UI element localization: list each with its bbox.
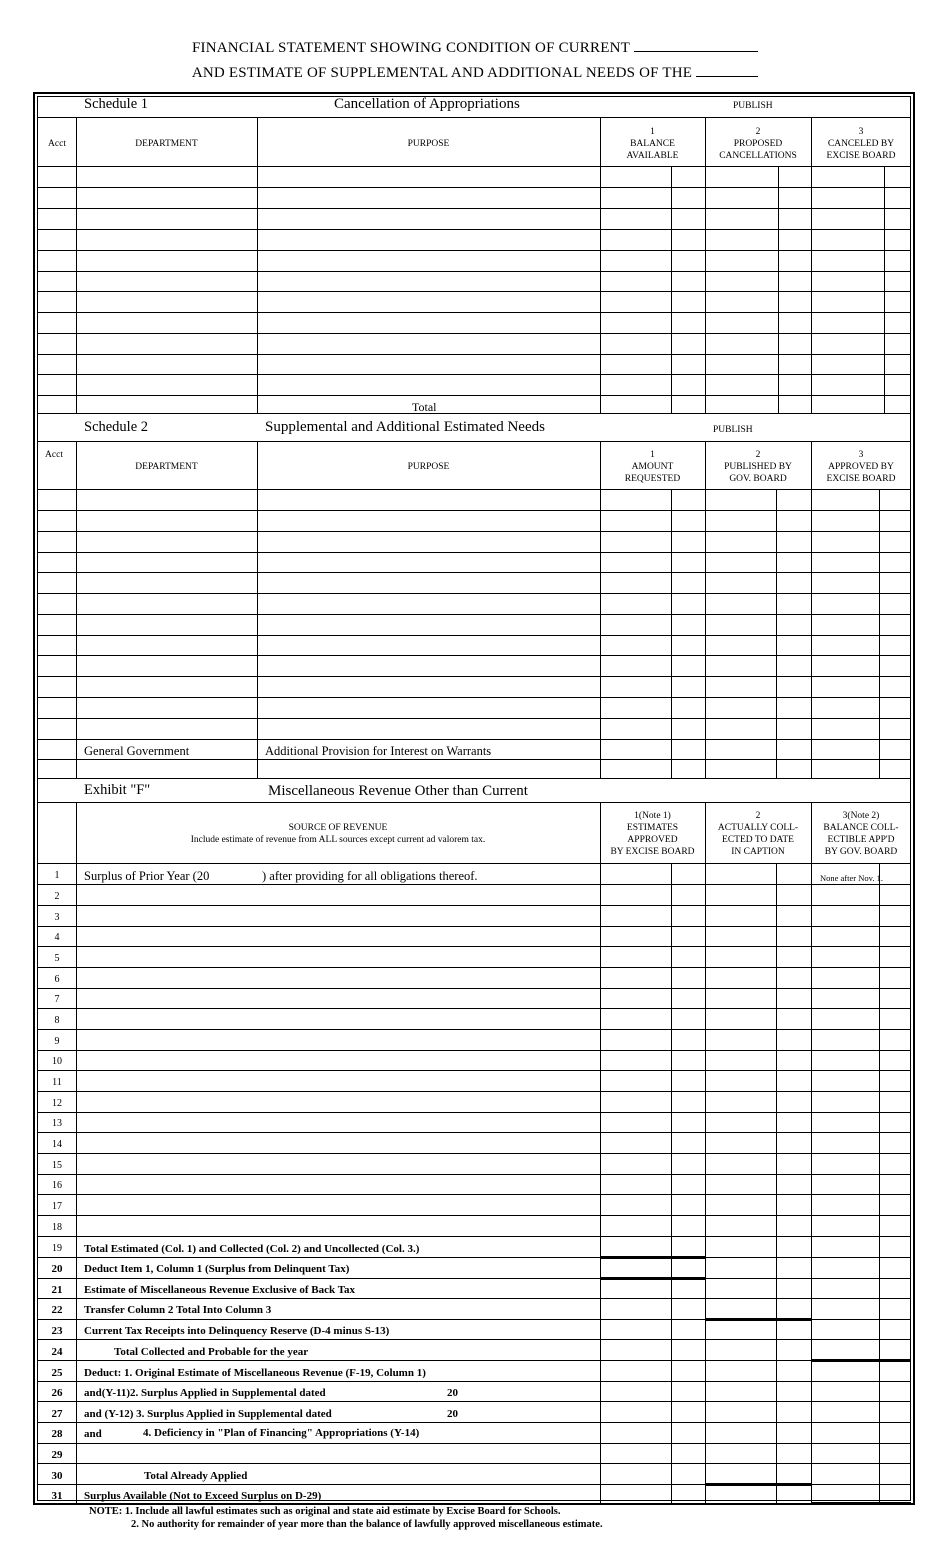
footnote-2: 2. No authority for remainder of year more than the balance of lawfully approved miscellaneous estimate. bbox=[131, 1519, 603, 1530]
schedule1-col1-l1: BALANCE bbox=[630, 139, 675, 149]
schedule1-row-rule bbox=[38, 229, 911, 230]
schedule1-col2-l1: PROPOSED bbox=[733, 139, 783, 149]
exhibitf-col3-l4: BY GOV. BOARD bbox=[824, 847, 898, 857]
schedule1-col2-num: 2 bbox=[755, 127, 761, 137]
schedule1-cents-rule bbox=[884, 166, 885, 413]
schedule1-col1-l2: AVAILABLE bbox=[626, 151, 679, 161]
schedule2-row-rule bbox=[38, 531, 911, 532]
exhibitf-row-rule bbox=[38, 926, 911, 927]
schedule1-column-rule bbox=[600, 117, 601, 413]
schedule1-publish: PUBLISH bbox=[733, 101, 773, 111]
exhibitf-column-rule bbox=[600, 802, 601, 1504]
exhibitf-row-number: 28 bbox=[51, 1428, 63, 1440]
schedule1-title: Cancellation of Appropriations bbox=[334, 96, 520, 112]
schedule2-col-purpose: PURPOSE bbox=[407, 462, 450, 472]
header-line-2-text: AND ESTIMATE OF SUPPLEMENTAL AND ADDITIONAL NEEDS OF THE bbox=[191, 65, 693, 81]
schedule1-col3-l2: EXCISE BOARD bbox=[826, 151, 896, 161]
exhibitf-col1-total-rule bbox=[600, 1256, 705, 1259]
exhibitf-row-rule bbox=[38, 1070, 911, 1071]
schedule2-col2-header bbox=[705, 449, 811, 485]
exhibitf-row-number: 11 bbox=[52, 1077, 62, 1088]
exhibitf-col2-total-rule bbox=[705, 1318, 811, 1321]
schedule2-col3-l1: APPROVED BY bbox=[828, 462, 894, 472]
exhibitf-col1-header bbox=[600, 810, 705, 858]
exhibitf-row-number: 12 bbox=[52, 1098, 62, 1109]
exhibitf-row-rule bbox=[38, 1422, 911, 1423]
schedule1-row-rule bbox=[38, 250, 911, 251]
schedule2-row-rule bbox=[38, 593, 911, 594]
schedule2-row-rule bbox=[38, 635, 911, 636]
exhibitf-column-rule bbox=[705, 802, 706, 1504]
exhibitf-row-number: 27 bbox=[51, 1408, 63, 1420]
exhibitf-row-number: 23 bbox=[51, 1325, 63, 1337]
exhibitf-row-rule bbox=[38, 1194, 911, 1195]
exhibitf-col2-l2: ACTUALLY COLL- bbox=[717, 823, 799, 833]
exhibitf-row-rule bbox=[38, 1050, 911, 1051]
exhibitf-row-rule bbox=[38, 988, 911, 989]
schedule2-col2-num: 2 bbox=[755, 450, 761, 460]
header-blank-1[interactable] bbox=[634, 37, 758, 52]
schedule2-row-rule bbox=[38, 759, 911, 760]
schedule2-row-rule bbox=[38, 552, 911, 553]
schedule1-column-rule bbox=[811, 117, 812, 413]
schedule1-title-rule bbox=[38, 117, 911, 118]
exhibitf-row-number: 3 bbox=[54, 912, 60, 923]
schedule2-col2-l1: PUBLISHED BY bbox=[724, 462, 792, 472]
exhibitf-row-number: 10 bbox=[52, 1056, 62, 1067]
schedule1-label: Schedule 1 bbox=[84, 96, 149, 112]
exhibitf-row-number: 19 bbox=[52, 1243, 62, 1254]
exhibitf-row-number: 16 bbox=[52, 1180, 62, 1191]
exhibitf-row-number: 4 bbox=[54, 932, 60, 943]
schedule1-end-rule bbox=[38, 413, 911, 414]
schedule1-cents-rule bbox=[778, 166, 779, 413]
exhibitf-row27-text: and (Y-12) 3. Surplus Applied in Supplemental dated bbox=[84, 1408, 332, 1420]
schedule2-col3-header bbox=[811, 449, 911, 485]
exhibitf-row27-year: 20 bbox=[447, 1408, 458, 1420]
exhibitf-row-number: 30 bbox=[51, 1470, 63, 1482]
exhibitf-col2-applied-rule bbox=[705, 1483, 811, 1486]
schedule1-col1-header bbox=[600, 126, 705, 162]
exhibitf-col3-l3: ECTIBLE APP'D bbox=[827, 835, 895, 845]
exhibitf-row-number: 8 bbox=[54, 1015, 60, 1026]
schedule2-cents-rule bbox=[776, 489, 777, 778]
exhibitf-row20-text: Deduct Item 1, Column 1 (Surplus from Delinquent Tax) bbox=[84, 1263, 350, 1275]
schedule1-column-rule bbox=[705, 117, 706, 413]
header-line-1-text: FINANCIAL STATEMENT SHOWING CONDITION OF CURRENT bbox=[192, 40, 630, 56]
exhibitf-row-rule bbox=[38, 1463, 911, 1464]
exhibitf-row-number: 31 bbox=[51, 1490, 63, 1502]
schedule2-column-rule bbox=[600, 441, 601, 778]
schedule2-col1-l1: AMOUNT bbox=[631, 462, 674, 472]
exhibitf-col2-l1: 2 bbox=[755, 811, 761, 821]
schedule2-row-rule bbox=[38, 697, 911, 698]
exhibitf-row-number: 17 bbox=[52, 1201, 62, 1212]
schedule2-row-purpose: Additional Provision for Interest on Warrants bbox=[265, 744, 492, 758]
exhibitf-row-rule bbox=[38, 905, 911, 906]
schedule1-col-acct: Acct bbox=[48, 139, 66, 149]
exhibitf-row-number: 1 bbox=[54, 870, 60, 881]
schedule2-row-department: General Government bbox=[84, 744, 190, 758]
exhibitf-row-rule bbox=[38, 1278, 911, 1279]
exhibitf-row-rule bbox=[38, 1381, 911, 1382]
exhibitf-col2-l4: IN CAPTION bbox=[731, 847, 785, 857]
exhibitf-row23-text: Current Tax Receipts into Delinquency Reserve (D-4 minus S-13) bbox=[84, 1325, 390, 1337]
schedule2-publish: PUBLISH bbox=[713, 425, 753, 435]
exhibitf-row-rule bbox=[38, 1236, 911, 1237]
exhibitf-row-rule bbox=[38, 1443, 911, 1444]
schedule1-col3-header bbox=[811, 126, 911, 162]
exhibitf-row-rule bbox=[38, 1153, 911, 1154]
exhibitf-row-rule bbox=[38, 1257, 911, 1258]
exhibitf-col3-final-rule bbox=[811, 1502, 911, 1505]
schedule1-col3-l1: CANCELED BY bbox=[827, 139, 895, 149]
exhibitf-row-rule bbox=[38, 1360, 911, 1361]
schedule2-title-rule bbox=[38, 441, 911, 442]
schedule2-col-department: DEPARTMENT bbox=[135, 462, 198, 472]
exhibitf-col1-l1: 1(Note 1) bbox=[634, 811, 671, 821]
schedule2-label: Schedule 2 bbox=[84, 419, 149, 435]
exhibitf-row-number: 7 bbox=[54, 994, 60, 1005]
schedule1-col1-num: 1 bbox=[650, 127, 655, 137]
schedule2-end-rule bbox=[38, 778, 911, 779]
schedule2-col1-num: 1 bbox=[650, 450, 655, 460]
exhibitf-number-column-rule bbox=[76, 802, 77, 1504]
exhibitf-row24-text: Total Collected and Probable for the year bbox=[114, 1346, 309, 1358]
exhibitf-source-title: SOURCE OF REVENUE bbox=[288, 823, 388, 833]
exhibitf-row-number: 9 bbox=[54, 1036, 60, 1047]
exhibitf-row-rule bbox=[38, 1132, 911, 1133]
exhibitf-cents-rule bbox=[879, 863, 880, 1504]
exhibitf-row26-year: 20 bbox=[447, 1387, 458, 1399]
schedule1-row-rule bbox=[38, 333, 911, 334]
exhibitf-row-number: 25 bbox=[51, 1367, 63, 1379]
exhibitf-row-rule bbox=[38, 1339, 911, 1340]
schedule1-row-rule bbox=[38, 271, 911, 272]
exhibitf-row-number: 20 bbox=[51, 1263, 63, 1275]
schedule1-column-rule bbox=[257, 117, 258, 413]
schedule1-row-rule bbox=[38, 354, 911, 355]
exhibitf-source-header bbox=[76, 822, 600, 846]
schedule2-cents-rule bbox=[671, 489, 672, 778]
exhibitf-col1-l3: APPROVED bbox=[627, 835, 678, 845]
exhibitf-col3-header bbox=[811, 810, 911, 858]
exhibitf-row-number: 29 bbox=[51, 1449, 63, 1461]
schedule2-row-rule bbox=[38, 510, 911, 511]
exhibitf-row25-text: Deduct: 1. Original Estimate of Miscellaneous Revenue (F-19, Column 1) bbox=[84, 1367, 426, 1379]
exhibitf-col3-l1: 3(Note 2) bbox=[842, 811, 880, 821]
exhibitf-row19-text: Total Estimated (Col. 1) and Collected (Col. 2) and Uncollected (Col. 3.) bbox=[84, 1243, 420, 1255]
schedule2-cents-rule bbox=[879, 489, 880, 778]
exhibitf-row-number: 14 bbox=[52, 1139, 62, 1150]
exhibitf-row-rule bbox=[38, 884, 911, 885]
exhibitf-header-rule bbox=[38, 863, 911, 864]
exhibitf-row-number: 26 bbox=[51, 1387, 63, 1399]
exhibitf-col3-total-rule bbox=[811, 1359, 911, 1362]
exhibitf-row-number: 5 bbox=[54, 953, 60, 964]
schedule1-col2-l2: CANCELLATIONS bbox=[719, 151, 797, 161]
exhibitf-row30-text: Total Already Applied bbox=[144, 1470, 248, 1482]
header-line-2 bbox=[0, 62, 950, 82]
schedule1-row-rule bbox=[38, 395, 911, 396]
exhibitf-row-rule bbox=[38, 1029, 911, 1030]
schedule2-title: Supplemental and Additional Estimated Needs bbox=[265, 419, 545, 435]
schedule2-row-rule bbox=[38, 718, 911, 719]
exhibitf-row-number: 21 bbox=[51, 1284, 63, 1296]
schedule2-row-rule bbox=[38, 655, 911, 656]
schedule2-col-acct: Acct bbox=[45, 450, 63, 460]
exhibitf-col3-l2: BALANCE COLL- bbox=[823, 823, 899, 833]
schedule1-row-rule bbox=[38, 187, 911, 188]
exhibitf-row-rule bbox=[38, 1401, 911, 1402]
exhibitf-label: Exhibit "F" bbox=[84, 782, 151, 798]
schedule1-col2-header bbox=[705, 126, 811, 162]
schedule2-col2-l2: GOV. BOARD bbox=[729, 474, 787, 484]
exhibitf-row-rule bbox=[38, 946, 911, 947]
exhibitf-title-rule bbox=[38, 802, 911, 803]
schedule2-column-rule bbox=[76, 441, 77, 778]
exhibitf-row21-text: Estimate of Miscellaneous Revenue Exclusive of Back Tax bbox=[84, 1284, 356, 1296]
schedule2-col3-num: 3 bbox=[858, 450, 864, 460]
schedule2-row-rule bbox=[38, 572, 911, 573]
schedule2-header-rule bbox=[38, 489, 911, 490]
exhibitf-row-rule bbox=[38, 1174, 911, 1175]
schedule1-col-purpose: PURPOSE bbox=[407, 139, 450, 149]
exhibitf-row31-text: Surplus Available (Not to Exceed Surplus on D-29) bbox=[84, 1490, 322, 1502]
exhibitf-row26-text: and(Y-11)2. Surplus Applied in Supplemental dated bbox=[84, 1387, 326, 1399]
footnote-1: NOTE: 1. Include all lawful estimates such as original and state aid estimate by Excise Board for Schools. bbox=[89, 1506, 561, 1517]
schedule1-cents-rule bbox=[671, 166, 672, 413]
exhibitf-row-rule bbox=[38, 1112, 911, 1113]
exhibitf-row-rule bbox=[38, 1298, 911, 1299]
exhibitf-col1-l2: ESTIMATES bbox=[626, 823, 679, 833]
exhibitf-row1-note: None after Nov. 1. bbox=[820, 873, 883, 883]
exhibitf-row28-and: and bbox=[84, 1428, 102, 1440]
exhibitf-row1-suffix: ) after providing for all obligations thereof. bbox=[262, 869, 478, 883]
exhibitf-row-number: 6 bbox=[54, 974, 60, 985]
exhibitf-col2-header bbox=[705, 810, 811, 858]
exhibitf-row-rule bbox=[38, 967, 911, 968]
exhibitf-column-rule bbox=[811, 802, 812, 1504]
exhibitf-row-number: 2 bbox=[54, 891, 60, 902]
schedule1-col-department: DEPARTMENT bbox=[135, 139, 198, 149]
schedule2-column-rule bbox=[705, 441, 706, 778]
header-blank-2[interactable] bbox=[696, 62, 758, 77]
exhibitf-row-number: 18 bbox=[52, 1222, 62, 1233]
exhibitf-row-rule bbox=[38, 1215, 911, 1216]
header-line-1 bbox=[0, 37, 950, 57]
schedule2-column-rule bbox=[811, 441, 812, 778]
exhibitf-row-number: 24 bbox=[51, 1346, 63, 1358]
exhibitf-source-subtitle: Include estimate of revenue from ALL sources except current ad valorem tax. bbox=[190, 835, 486, 845]
exhibitf-row-number: 15 bbox=[52, 1160, 62, 1171]
exhibitf-row1-prefix: Surplus of Prior Year (20 bbox=[84, 869, 210, 883]
exhibitf-row-number: 13 bbox=[52, 1118, 62, 1129]
exhibitf-row-number: 22 bbox=[51, 1304, 63, 1316]
exhibitf-row22-text: Transfer Column 2 Total Into Column 3 bbox=[84, 1304, 272, 1316]
exhibitf-col1-l4: BY EXCISE BOARD bbox=[610, 847, 695, 857]
schedule2-row-rule bbox=[38, 614, 911, 615]
schedule2-row-rule bbox=[38, 739, 911, 740]
schedule2-col1-header bbox=[600, 449, 705, 485]
exhibitf-row-rule bbox=[38, 1091, 911, 1092]
schedule1-header-rule bbox=[38, 166, 911, 167]
schedule2-col3-l2: EXCISE BOARD bbox=[826, 474, 896, 484]
schedule2-row-rule bbox=[38, 676, 911, 677]
schedule1-row-rule bbox=[38, 208, 911, 209]
schedule2-col1-l2: REQUESTED bbox=[624, 474, 681, 484]
schedule1-row-rule bbox=[38, 374, 911, 375]
exhibitf-col2-l3: ECTED TO DATE bbox=[722, 835, 794, 845]
schedule1-row-rule bbox=[38, 312, 911, 313]
schedule1-total-label: Total bbox=[412, 400, 437, 414]
exhibitf-cents-rule bbox=[671, 863, 672, 1504]
exhibitf-cents-rule bbox=[776, 863, 777, 1504]
schedule2-column-rule bbox=[257, 441, 258, 778]
schedule1-col3-num: 3 bbox=[858, 127, 864, 137]
exhibitf-row-rule bbox=[38, 1008, 911, 1009]
schedule1-column-rule bbox=[76, 117, 77, 413]
exhibitf-title: Miscellaneous Revenue Other than Current bbox=[268, 783, 528, 799]
exhibitf-col1-deduct-rule bbox=[600, 1277, 705, 1280]
schedule1-row-rule bbox=[38, 291, 911, 292]
exhibitf-row28-text: 4. Deficiency in "Plan of Financing" Appropriations (Y-14) bbox=[143, 1427, 420, 1439]
